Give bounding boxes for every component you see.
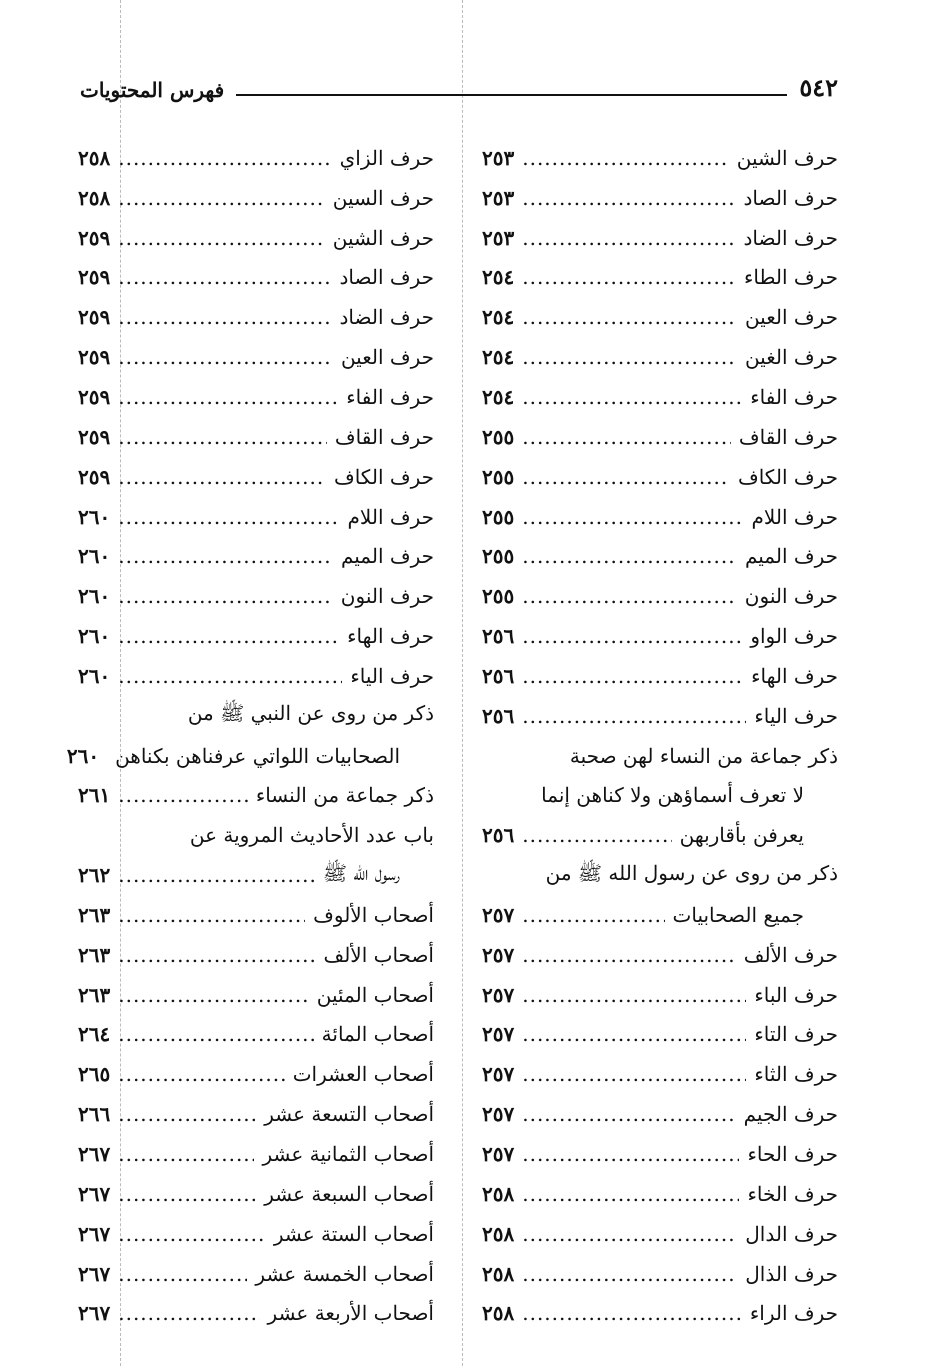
toc-entry-title: ذكر من روى عن رسول الله ﷺ من: [545, 860, 838, 885]
toc-entry-page: ٢٥٧: [482, 1102, 515, 1127]
toc-entry-page: ٢٥٥: [482, 504, 515, 529]
toc-entry: [482, 497, 838, 537]
dot-leader: [522, 385, 742, 409]
toc-entry-page: ٢٦٧: [78, 1181, 111, 1206]
toc-entry: [482, 1293, 838, 1333]
toc-entry-page: ٢٥٧: [482, 902, 515, 927]
toc-entry-title: لا تعرف أسماؤهن ولا كناهن إنما: [541, 783, 804, 808]
toc-entry-title: حرف الطاء: [743, 265, 838, 290]
dot-leader: [522, 1102, 735, 1126]
toc-entry: [482, 337, 838, 377]
toc-entry: [482, 258, 838, 298]
dot-leader: [118, 943, 315, 967]
toc-entry-page: ٢٦٣: [78, 982, 111, 1007]
toc-entry-title: حرف القاف: [334, 424, 434, 449]
toc-entry-title: ذكر من روى عن النبي ﷺ من: [187, 701, 434, 726]
toc-entry-title: أصحاب الستة عشر: [273, 1221, 434, 1246]
toc-entry: [78, 1015, 434, 1055]
toc-entry-title: حرف الياء: [754, 703, 838, 728]
dot-leader: [522, 664, 743, 688]
dot-leader: [522, 345, 737, 369]
toc-entry-page: ٢٥٤: [482, 384, 515, 409]
dot-leader: [522, 544, 737, 568]
toc-entry: [78, 536, 434, 576]
toc-entry-title: الصحابيات اللواتي عرفناهن بكناهن: [115, 743, 400, 768]
toc-entry: [482, 138, 838, 178]
toc-entry-title: حرف الباء: [754, 982, 838, 1007]
toc-entry: [78, 178, 434, 218]
dot-leader: [522, 505, 743, 529]
toc-entry-title: حرف الكاف: [333, 464, 434, 489]
toc-entry: [482, 1254, 838, 1294]
toc-entry-title: حرف الضاد: [339, 305, 434, 330]
dot-leader: [118, 1062, 284, 1086]
toc-entry-page: ٢٥٧: [482, 1142, 515, 1167]
dot-leader: [118, 624, 339, 648]
dot-leader: [118, 465, 326, 489]
toc-entry-page: ٢٥٩: [78, 305, 111, 330]
toc-entry-page: ٢٥٦: [482, 624, 515, 649]
dot-leader: [522, 624, 742, 648]
toc-entry: [66, 736, 434, 776]
toc-entry-page: ٢٥٨: [482, 1221, 515, 1246]
dot-leader: [118, 186, 325, 210]
dot-leader: [118, 226, 325, 250]
toc-entry-page: ٢٥٣: [482, 145, 515, 170]
toc-entry: [482, 1134, 838, 1174]
dot-leader: [522, 983, 746, 1007]
center-fold-line: [462, 0, 463, 1366]
toc-entry-page: ٢٥٩: [78, 265, 111, 290]
toc-entry-page: ٢٦٧: [78, 1142, 111, 1167]
toc-entry: [78, 576, 434, 616]
toc-entry: [482, 696, 838, 736]
toc-entry: [482, 616, 838, 656]
toc-entry-title: أصحاب السبعة عشر: [264, 1181, 434, 1206]
toc-entry: [482, 736, 838, 776]
dot-leader: [118, 544, 333, 568]
toc-entry: [482, 1054, 838, 1094]
dot-leader: [118, 664, 342, 688]
toc-entry-title: أصحاب الألوف: [313, 902, 434, 927]
toc-entry: [78, 1134, 434, 1174]
toc-entry-title: حرف الفاء: [750, 384, 838, 409]
toc-entry: [78, 855, 434, 895]
toc-entry: [482, 218, 838, 258]
toc-entry-title: حرف العين: [744, 305, 838, 330]
toc-entry: [482, 776, 838, 816]
dot-leader: [522, 146, 729, 170]
toc-entry-page: ٢٥٨: [482, 1261, 515, 1286]
toc-entry: [78, 616, 434, 656]
dot-leader: [522, 186, 735, 210]
toc-entry: [482, 1174, 838, 1214]
toc-entry-title: حرف الميم: [744, 544, 838, 569]
dot-leader: [118, 1262, 247, 1286]
toc-entry-title: حرف الثاء: [754, 1062, 838, 1087]
toc-entry-page: ٢٦٠: [78, 544, 111, 569]
toc-entry-title: حرف الميم: [340, 544, 434, 569]
toc-entry: [482, 815, 838, 855]
dot-leader: [118, 1142, 254, 1166]
toc-entry-page: ٢٥٩: [78, 424, 111, 449]
toc-entry: [78, 258, 434, 298]
toc-entry-title: أصحاب الثمانية عشر: [262, 1142, 434, 1167]
dot-leader: [118, 903, 305, 927]
toc-entry: [482, 457, 838, 497]
dot-leader: [118, 983, 309, 1007]
dot-leader: [118, 505, 339, 529]
toc-entry-title: جميع الصحابيات: [672, 902, 804, 927]
toc-entry: [482, 855, 838, 895]
dot-leader: [522, 1262, 737, 1286]
dot-leader: [118, 345, 333, 369]
toc-entry: [482, 895, 838, 935]
toc-entry-title: أصحاب المائة: [321, 1022, 434, 1047]
toc-entry-page: ٢٥٥: [482, 464, 515, 489]
toc-entry-page: ٢٥٥: [482, 584, 515, 609]
toc-entry-title: حرف الغين: [744, 345, 838, 370]
toc-entry: [78, 696, 434, 736]
dot-leader: [522, 305, 737, 329]
dot-leader: [522, 704, 746, 728]
toc-entry-page: ٢٥٤: [482, 345, 515, 370]
toc-entry: [482, 656, 838, 696]
toc-entry: [482, 536, 838, 576]
toc-entry-page: ٢٦٠: [78, 584, 111, 609]
toc-entry-page: ٢٦٦: [78, 1102, 111, 1127]
toc-entry-page: ٢٥٣: [482, 185, 515, 210]
dot-leader: [118, 1301, 259, 1325]
toc-entry-title: أصحاب الألف: [323, 942, 434, 967]
toc-entry: [482, 297, 838, 337]
toc-entry: [78, 1214, 434, 1254]
toc-entry-page: ٢٦٢: [78, 863, 111, 888]
toc-entry-title: حرف الجيم: [743, 1102, 838, 1127]
toc-entry-page: ٢٦٠: [66, 743, 100, 768]
toc-entry: [78, 975, 434, 1015]
dot-leader: [522, 1142, 739, 1166]
toc-entry-title: أصحاب العشرات: [292, 1062, 434, 1087]
toc-entry-title: حرف الهاء: [347, 624, 434, 649]
toc-entry-page: ٢٥٨: [78, 145, 111, 170]
toc-entry-title: حرف الصاد: [339, 265, 434, 290]
toc-entry-title: حرف العين: [340, 345, 434, 370]
toc-entry-page: ٢٥٣: [482, 225, 515, 250]
toc-entry-title: حرف الشين: [736, 145, 838, 170]
dot-leader: [118, 863, 315, 887]
page-title: فهرس المحتويات: [80, 78, 225, 102]
toc-entry-page: ٢٥٨: [78, 185, 111, 210]
toc-entry-page: ٢٥٤: [482, 265, 515, 290]
dot-leader: [522, 226, 735, 250]
toc-entry-page: ٢٥٧: [482, 1022, 515, 1047]
toc-entry: [482, 1094, 838, 1134]
toc-entry: [482, 178, 838, 218]
toc-entry: [78, 497, 434, 537]
header-rule: [236, 94, 787, 96]
toc-entry: [78, 417, 434, 457]
toc-entry-page: ٢٦٣: [78, 902, 111, 927]
toc-column-left: [66, 138, 434, 1333]
dot-leader: [522, 584, 737, 608]
dot-leader: [522, 465, 730, 489]
dot-leader: [118, 783, 248, 807]
toc-entry: [78, 776, 434, 816]
dot-leader: [522, 1182, 739, 1206]
toc-entry-title: حرف الهاء: [751, 663, 838, 688]
dot-leader: [522, 265, 736, 289]
toc-entry-title: ذكر جماعة من النساء: [255, 783, 434, 808]
toc-column-right: [482, 138, 838, 1333]
toc-entry: [78, 935, 434, 975]
toc-entry: [78, 377, 434, 417]
dot-leader: [118, 584, 333, 608]
toc-entry-title: حرف القاف: [738, 424, 838, 449]
dot-leader: [118, 1102, 256, 1126]
toc-entry-title: ذكر جماعة من النساء لهن صحبة: [569, 743, 838, 768]
toc-entry-title: باب عدد الأحاديث المروية عن: [189, 823, 434, 848]
toc-entry: [78, 895, 434, 935]
toc-entry-page: ٢٦٠: [78, 624, 111, 649]
dot-leader: [118, 1222, 266, 1246]
toc-entry-page: ٢٥٧: [482, 982, 515, 1007]
toc-entry-page: ٢٥٦: [482, 663, 515, 688]
toc-entry-page: ٢٦٤: [78, 1022, 111, 1047]
toc-entry-title: يعرفن بأقاربهن: [679, 823, 804, 848]
toc-entry-title: حرف الحاء: [747, 1142, 838, 1167]
toc-entry-page: ٢٥٤: [482, 305, 515, 330]
toc-entry-page: ٢٦٧: [78, 1221, 111, 1246]
toc-entry-title: حرف الواو: [750, 624, 838, 649]
toc-entry: [78, 815, 434, 855]
toc-entry: [482, 975, 838, 1015]
dot-leader: [118, 425, 327, 449]
dot-leader: [522, 1022, 746, 1046]
toc-entry-title: حرف الزاي: [339, 145, 434, 170]
toc-entry-page: ٢٦٣: [78, 942, 111, 967]
toc-entry-page: ٢٦٥: [78, 1062, 111, 1087]
toc-entry: [482, 1214, 838, 1254]
dot-leader: [118, 265, 331, 289]
toc-entry-page: ٢٥٩: [78, 345, 111, 370]
toc-entry: [78, 297, 434, 337]
toc-entry-title: حرف النون: [744, 584, 838, 609]
dot-leader: [118, 1022, 313, 1046]
toc-entry-page: ٢٦٧: [78, 1301, 111, 1326]
toc-entry-title: حرف اللام: [751, 504, 838, 529]
toc-entry-title: حرف الخاء: [747, 1181, 838, 1206]
toc-entry-title: حرف الراء: [749, 1301, 838, 1326]
toc-entry-title: أصحاب المئين: [316, 982, 434, 1007]
toc-entry-page: ٢٦٧: [78, 1261, 111, 1286]
dot-leader: [118, 146, 331, 170]
dot-leader: [118, 385, 338, 409]
toc-entry-page: ٢٦٠: [78, 504, 111, 529]
toc-entry: [78, 218, 434, 258]
dot-leader: [522, 903, 664, 927]
toc-entry: [482, 1015, 838, 1055]
toc-entry: [78, 1174, 434, 1214]
toc-entry: [482, 576, 838, 616]
dot-leader: [118, 305, 331, 329]
toc-entry-page: ٢٥٧: [482, 1062, 515, 1087]
toc-entry-page: ٢٥٧: [482, 942, 515, 967]
toc-entry: [78, 1293, 434, 1333]
toc-entry-title: حرف الضاد: [743, 225, 838, 250]
toc-entry-title: حرف السين: [332, 185, 434, 210]
toc-entry: [482, 417, 838, 457]
page-header: [80, 68, 838, 102]
toc-entry-title: حرف الشين: [332, 225, 434, 250]
toc-entry: [78, 656, 434, 696]
toc-entry-title: حرف اللام: [347, 504, 434, 529]
dot-leader: [522, 943, 736, 967]
toc-entry-page: ٢٥٩: [78, 225, 111, 250]
toc-entry-title: أصحاب التسعة عشر: [264, 1102, 434, 1127]
dot-leader: [522, 1301, 742, 1325]
toc-entry-page: ٢٥٨: [482, 1181, 515, 1206]
toc-entry-title: حرف الكاف: [737, 464, 838, 489]
toc-entry-title: حرف الألف: [743, 942, 838, 967]
toc-entry: [78, 1054, 434, 1094]
toc-entry-title: حرف الياء: [350, 663, 434, 688]
toc-entry: [78, 1094, 434, 1134]
dot-leader: [118, 1182, 256, 1206]
toc-entry-page: ٢٥٦: [482, 823, 515, 848]
dot-leader: [522, 1062, 746, 1086]
toc-entry-title: حرف الذال: [745, 1261, 838, 1286]
toc-entry-page: ٢٥٦: [482, 703, 515, 728]
toc-entry: [78, 337, 434, 377]
toc-entry: [78, 138, 434, 178]
toc-entry-page: ٢٦١: [78, 783, 111, 808]
page-number: ٥٤٢: [799, 73, 838, 102]
toc-entry-title: حرف التاء: [754, 1022, 838, 1047]
toc-entry: [482, 935, 838, 975]
toc-entry-page: ٢٥٩: [78, 464, 111, 489]
toc-entry-page: ٢٥٥: [482, 544, 515, 569]
toc-entry-page: ٢٥٩: [78, 384, 111, 409]
toc-entry-title: حرف الفاء: [346, 384, 434, 409]
dot-leader: [522, 425, 731, 449]
dot-leader: [522, 1222, 737, 1246]
toc-entry-title: أصحاب الأربعة عشر: [267, 1301, 434, 1326]
toc-entry-title: رسول الله ﷺ: [322, 860, 400, 885]
toc-entry-page: ٢٥٥: [482, 424, 515, 449]
toc-entry-title: حرف الدال: [745, 1221, 838, 1246]
toc-entry-page: ٢٦٠: [78, 663, 111, 688]
toc-entry: [78, 1254, 434, 1294]
toc-entry: [482, 377, 838, 417]
dot-leader: [522, 823, 671, 847]
toc-entry-title: حرف الصاد: [743, 185, 838, 210]
toc-entry: [78, 457, 434, 497]
toc-entry-title: أصحاب الخمسة عشر: [255, 1261, 434, 1286]
toc-entry-page: ٢٥٨: [482, 1301, 515, 1326]
toc-entry-title: حرف النون: [340, 584, 434, 609]
